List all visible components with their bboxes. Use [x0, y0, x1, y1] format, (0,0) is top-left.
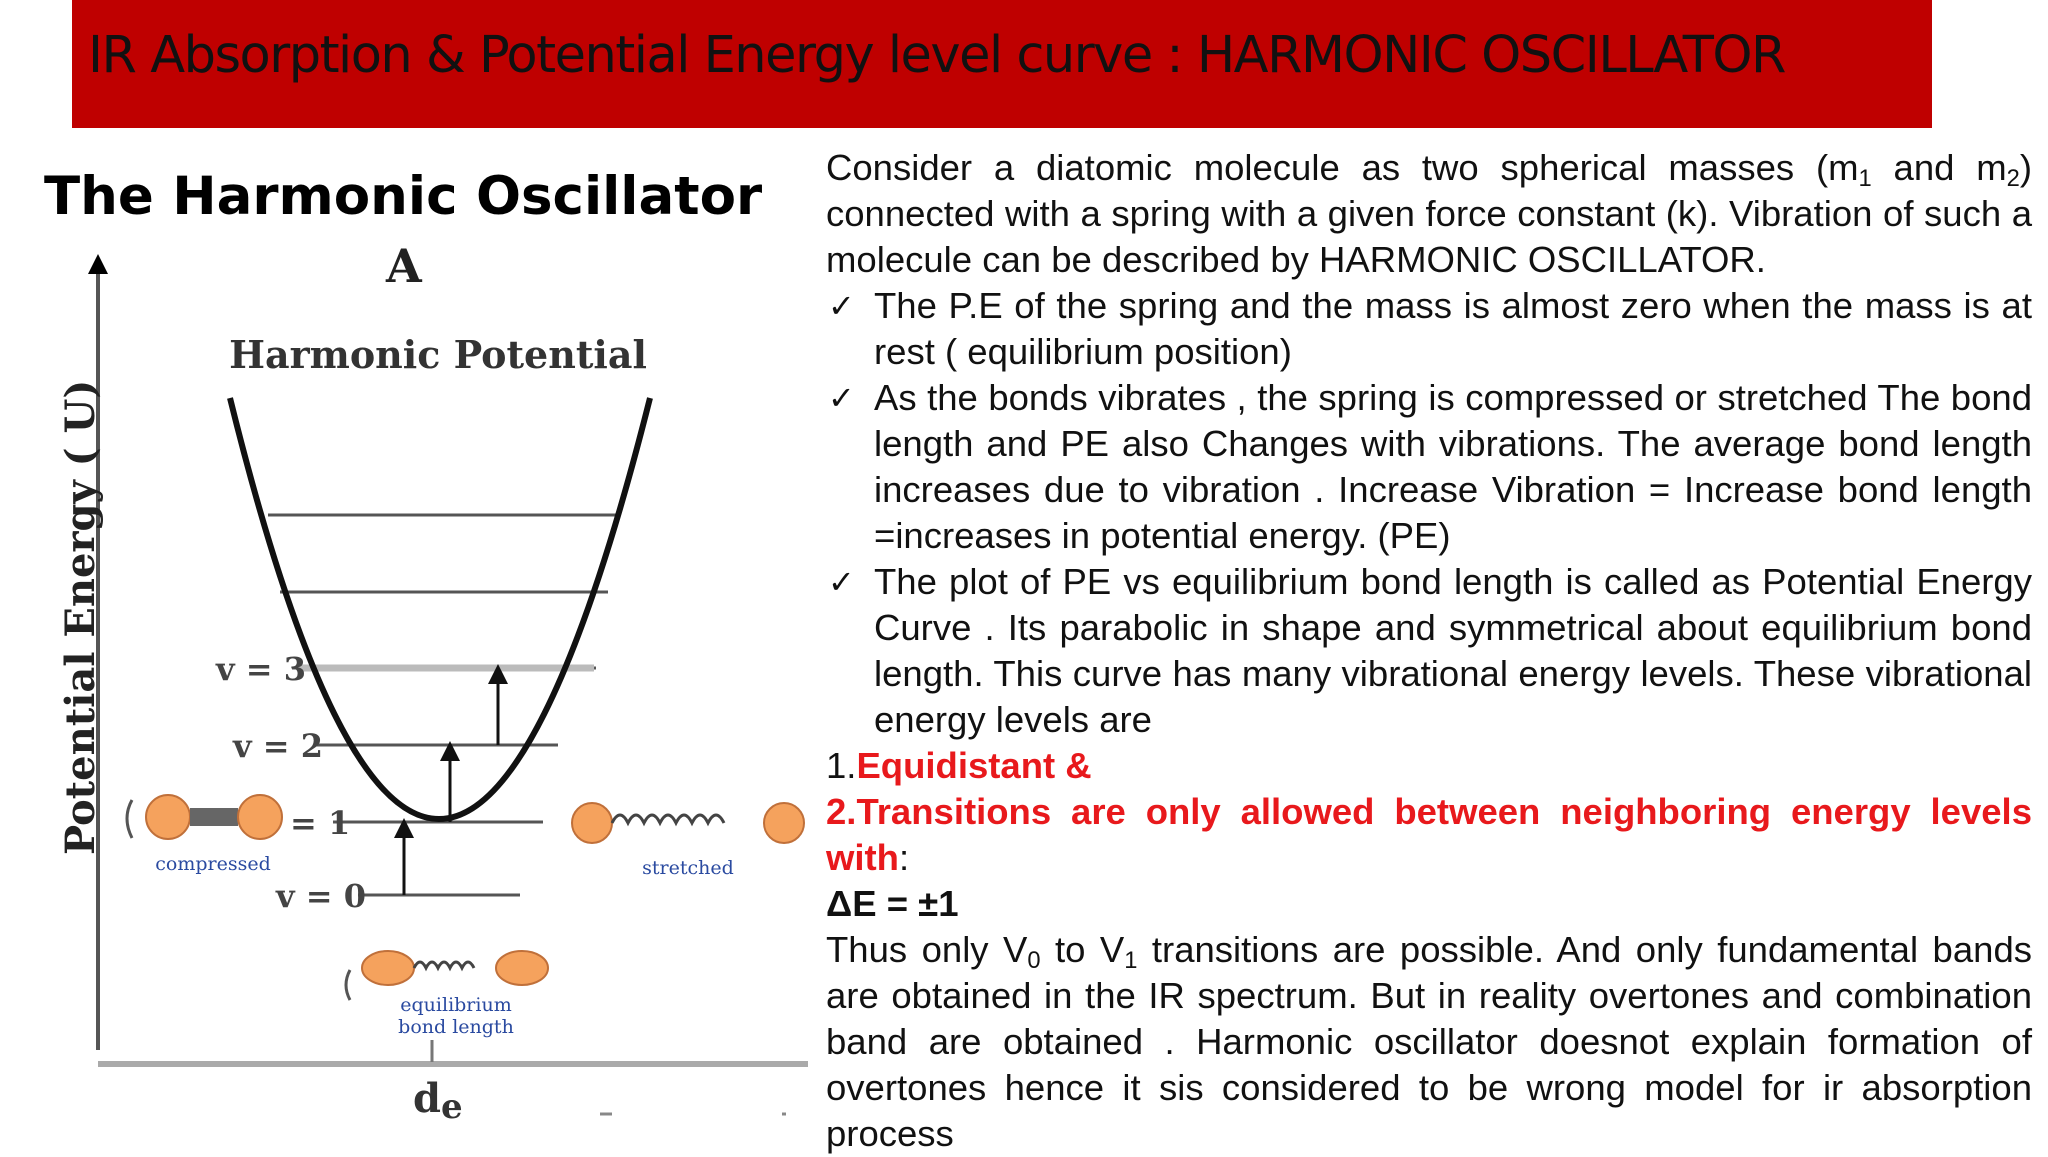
level-marker-v1: = 1 [290, 804, 351, 842]
selection-rule-equation: ΔE = ±1 [826, 883, 959, 924]
bond-length-label: bond length [398, 1016, 514, 1038]
intro-paragraph: Consider a diatomic molecule as two spherical masses ($m_1$ and $m_2$) connected with a spring with a given force constant (k). Vibration of such a molecule can be described by HARMONIC OSCILLATOR. [826, 147, 2032, 280]
title-bar [72, 0, 1932, 128]
level-marker-v3: v = 3 [216, 650, 306, 688]
checkmark-icon: ✓ [828, 563, 855, 601]
bullet-item: ✓ The plot of PE vs equilibrium bond length is called as Potential Energy Curve . Its parabolic in shape and symmetrical about equilibrium bond length. This curve has many vibrational energy levels. These vibrational energy levels are [828, 561, 2032, 740]
bullet-item: ✓ The P.E of the spring and the mass is almost zero when the mass is at rest ( equilibrium position) [828, 285, 2032, 372]
bullet-list [826, 283, 2032, 743]
figure-heading: The Harmonic Oscillator [44, 166, 763, 227]
equilibrium-molecule-icon [346, 951, 548, 1000]
bullet-item: ✓ As the bonds vibrates , the spring is compressed or stretched The bond length and PE also Changes with vibrations. The average bond length increases due to vibration . Increase Vibration = Increase bond length =increases in potential energy. (PE) [828, 377, 2032, 556]
checkmark-icon: ✓ [828, 287, 855, 325]
level-marker-v2: v = 2 [233, 727, 323, 765]
level-marker-v0: v = 0 [276, 877, 366, 915]
stretched-label: stretched [642, 857, 734, 879]
axis-top-label: A [386, 240, 422, 293]
point-equidistant: 1.Equidistant & [826, 745, 1092, 786]
slide-title: IR Absorption & Potential Energy level curve : HARMONIC OSCILLATOR [88, 26, 1785, 85]
equilibrium-label: equilibrium [400, 994, 512, 1016]
curve-title: Harmonic Potential [229, 332, 647, 377]
point-transitions: 2.Transitions are only allowed between neighboring energy levels with: [826, 791, 2032, 878]
x-axis-label: de [413, 1075, 463, 1127]
compressed-molecule-icon [127, 795, 282, 839]
compressed-label: compressed [155, 853, 271, 875]
closing-paragraph: Thus only $V_0$ to $V_1$ transitions are possible. And only fundamental bands are obtained in the IR spectrum. But in reality overtones and combination band are obtained . Harmonic oscillator doesnot explain formation of overtones hence it sis considered to be wrong model for ir absorption process [826, 929, 2032, 1154]
explanation-text [826, 145, 2032, 1157]
stretched-molecule-icon [572, 803, 804, 843]
harmonic-potential-figure [28, 240, 818, 1152]
y-axis-arrow-icon [88, 254, 108, 274]
checkmark-icon: ✓ [828, 379, 855, 417]
y-axis-label: Potential Energy ( U) [57, 379, 104, 855]
